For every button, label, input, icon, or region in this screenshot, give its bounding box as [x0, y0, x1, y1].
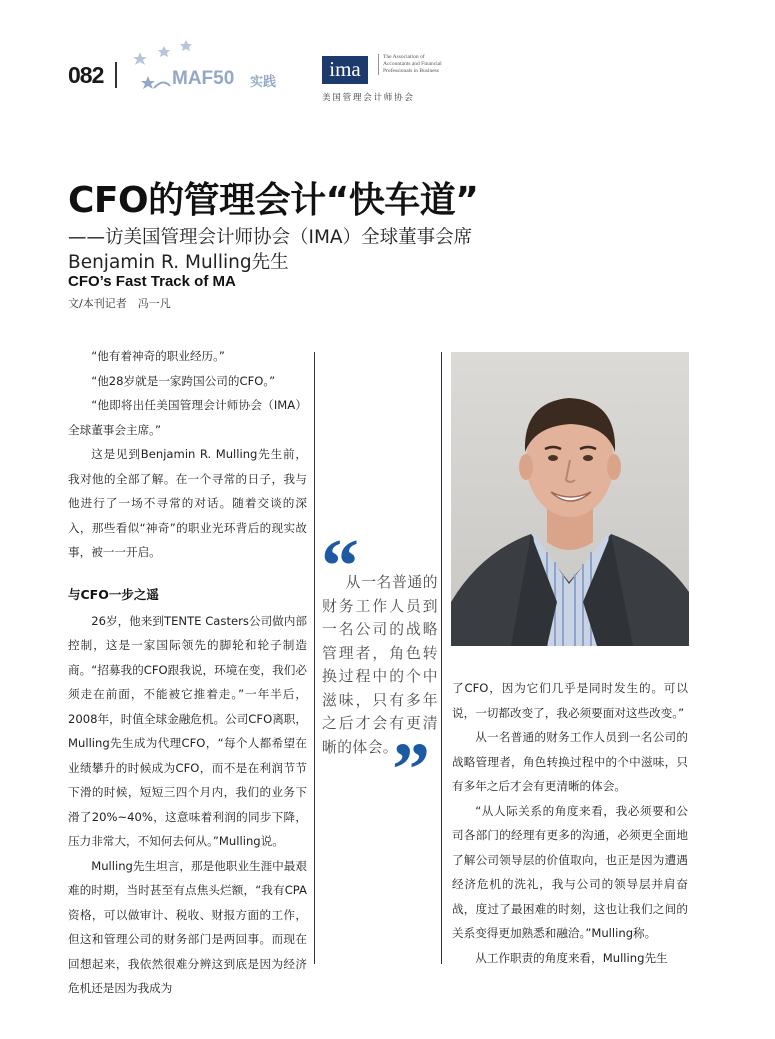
paragraph: “从人际关系的角度来看，我必须要和公司各部门的经理有更多的沟通，必须更全面地了解公司领导层的价值取向，也正是因为遭遇经济危机的洗礼，我与公司的领导层并肩奋战，度过了最困难的时刻，这也让我们之间的关系变得更加熟悉和融洽。”Mulling称。 [452, 803, 688, 940]
body-column-right [452, 676, 688, 970]
paragraph: “他28岁就是一家跨国公司的CFO。” [91, 373, 276, 388]
ima-logo: ima [322, 56, 368, 84]
article-subtitle: ——访美国管理会计师协会（IMA）全球董事会席 [68, 227, 473, 248]
paragraph: 从一名普通的财务工作人员到一名公司的战略管理者，角色转换过程中的个中滋味，只有多年之后才会有更清晰的体会。 [452, 730, 688, 793]
paragraph: 从工作职责的角度来看，Mulling先生 [475, 950, 668, 965]
pull-quote: 从一名普通的财务工作人员到一名公司的战略管理者，角色转换过程中的个中滋味，只有多年之后才会有更清晰的体会。 [322, 574, 438, 756]
ima-description: The Association of Accountants and Financial Professionals in Business [378, 54, 445, 75]
ima-chinese-name: 美国管理会计师协会 [322, 93, 415, 103]
section-logo: MAF50 [172, 68, 235, 89]
english-title: CFO’s Fast Track of MA [68, 273, 236, 290]
paragraph: “他即将出任美国管理会计师协会（IMA）全球董事会主席。” [68, 398, 307, 437]
page-number: 082 [68, 62, 104, 88]
column-divider-right [441, 352, 442, 964]
body-column-left [68, 344, 307, 1001]
article-title: CFO的管理会计“快车道” [68, 180, 479, 221]
header-divider [115, 62, 117, 88]
column-divider-left [314, 352, 315, 964]
paragraph: 26岁，他来到TENTE Casters公司做内部控制，这是一家国际领先的脚轮和轮子制造商。“招募我的CFO跟我说，环境在变，我们必须走在前面，不能被它推着走。”一年半后，2008年，时值全球金融危机。公司CFO离职，Mulling先生成为代理CFO，“每个人都希望在业绩攀升的时候成为CFO，而不是在利润节节下滑的时候，短短三四个月内，我们的业务下滑了20%~40%，这意味着利润的同步下降，压力非常大，不知何去何从。”Mulling说。 [68, 613, 307, 848]
paragraph: 这是见到Benjamin R. Mulling先生前，我对他的全部了解。在一个寻常的日子，我与他进行了一场不寻常的对话。随着交谈的深入，那些看似“神奇”的职业光环背后的现实故事，被一一开启。 [68, 447, 307, 559]
paragraph: “他有着神奇的职业经历。” [91, 349, 225, 363]
byline: 文/本刊记者 冯一凡 [68, 297, 171, 310]
article-subtitle-name: Benjamin R. Mulling先生 [68, 252, 289, 273]
section-label: 实践 [250, 75, 277, 90]
open-quote-icon: “ [321, 524, 359, 608]
section-heading: 与CFO一步之遥 [68, 586, 159, 602]
paragraph: Mulling先生坦言，那是他职业生涯中最艰难的时期，当时甚至有点焦头烂额，“我有CPA资格，可以做审计、税收、财报方面的工作，但这和管理公司的财务部门是两回事。而现在回想起来，我依然很难分辨这到底是因为经济危机还是因为我成为 [68, 858, 307, 995]
paragraph: 了CFO，因为它们几乎是同时发生的。可以说，一切都改变了，我必须要面对这些改变。” [452, 681, 688, 720]
close-quote-icon: ” [392, 728, 430, 812]
portrait-photo [451, 352, 689, 646]
